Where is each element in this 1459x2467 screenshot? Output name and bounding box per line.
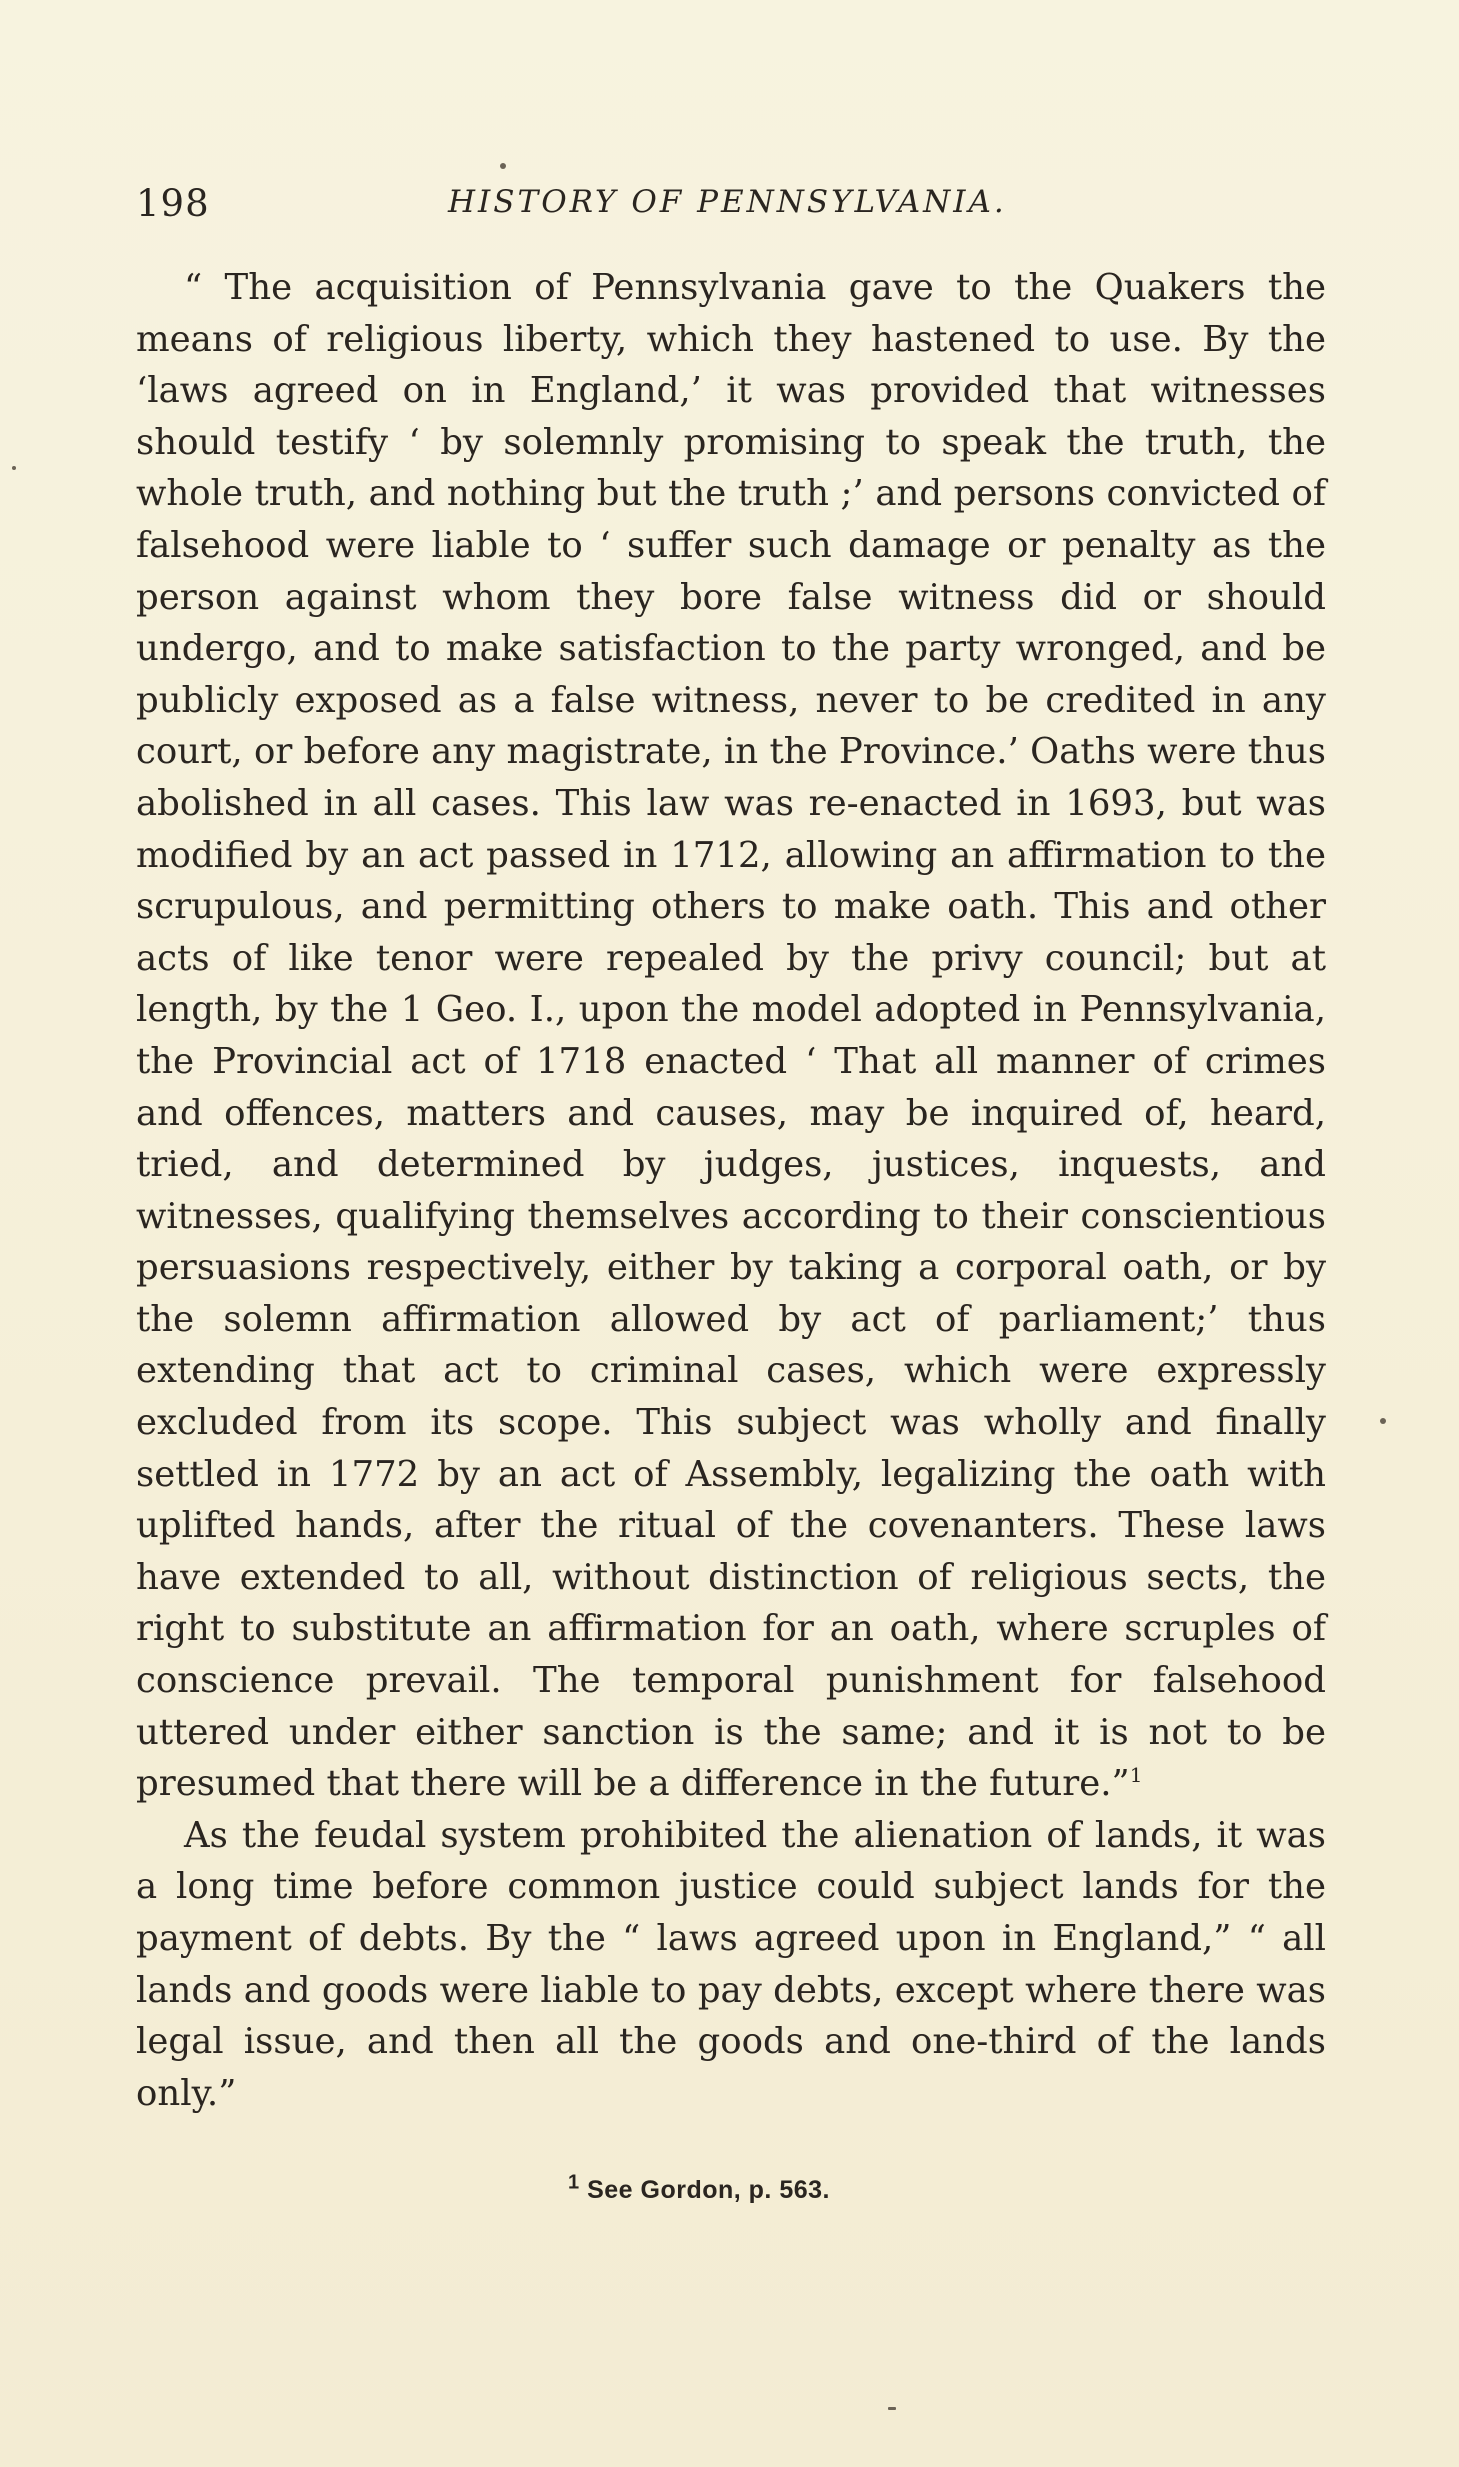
running-title: HISTORY OF PENNSYLVANIA.	[448, 184, 1007, 220]
paragraph: As the feudal system prohibited the alienation of lands, it was a long time before common justice could subject lands for the payment of debts. By the “ laws agreed upon in England,” “ all lands and goods were liable to pay debts, except where there was legal issue, and then all the goods and one-third of the lands only.”	[136, 1814, 1326, 2114]
page-speck	[1380, 1418, 1386, 1424]
page-number: 198	[136, 182, 210, 225]
page-header	[136, 182, 1326, 232]
main-text	[136, 262, 1326, 2119]
paragraph-text: “ The acquisition of Pennsylvania gave to the Quakers the means of religious liberty, which they hastened to use. By the ‘laws agreed on in England,’ it was provided that witnesses should testify ‘ by solemnly promising to speak the truth, the whole truth, and nothing but the truth ;’ and persons convicted of falsehood were liable to ‘ suffer such damage or penalty as the person against whom they bore false witness did or should undergo, and to make satisfaction to the party wronged, and be publicly exposed as a false witness, never to be credited in any court, or before any magistrate, in the Province.’ Oaths were thus abolished in all cases. This law was re-enacted in 1693, but was modified by an act passed in 1712, allowing an affirmation to the scrupulous, and permitting others to make oath. This and other acts of like tenor were repealed by the privy council; but at length, by the 1 Geo. I., upon the model adopted in Pennsylvania, the Provincial act of 1718 enacted ‘ That all manner of crimes and offences, matters and causes, may be inquired of, heard, tried, and determined by judges, justices, inquests, and witnesses, qualifying themselves according to their conscientious persuasions respectively, either by taking a corporal oath, or by the solemn affirmation allowed by act of parliament;’ thus extending that act to criminal cases, which were expressly excluded from its scope. This subject was wholly and finally settled in 1772 by an act of Assembly, legalizing the oath with uplifted hands, after the ritual of the covenanters. These laws have extended to all, without distinction of religious sects, the right to substitute an affirmation for an oath, where scruples of conscience prevail. The temporal punishment for falsehood uttered under either sanction is the same; and it is not to be presumed that there will be a difference in the future.”	[136, 267, 1326, 1805]
footnote-text: See Gordon, p. 563.	[587, 2176, 830, 2204]
page-speck	[500, 163, 506, 169]
footnote	[568, 2171, 830, 2205]
page-speck	[12, 466, 16, 470]
footnote-reference: 1	[1129, 1763, 1143, 1788]
page-speck	[888, 2407, 896, 2410]
footnote-marker: 1	[568, 2171, 580, 2194]
paragraph	[136, 262, 1326, 1810]
